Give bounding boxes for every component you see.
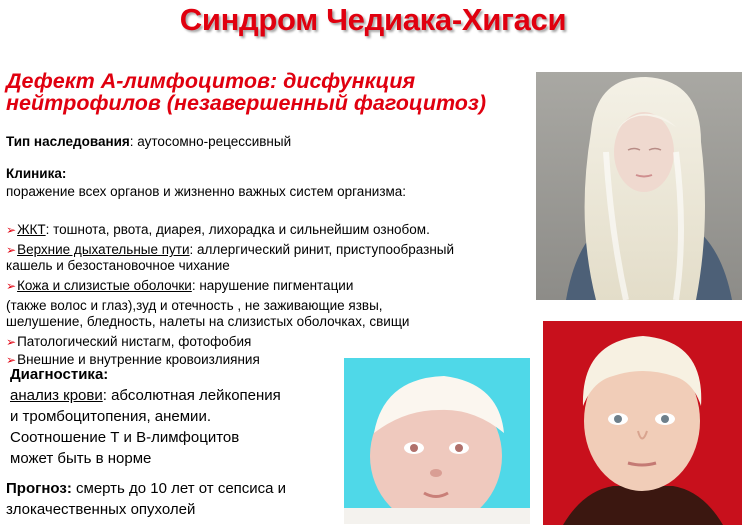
arrow-bullet-icon: ➢ [6,335,17,349]
clinic-item-skin [6,278,353,294]
clinic-item-term: Кожа и слизистые оболочки [17,278,192,293]
arrow-bullet-icon: ➢ [6,243,17,257]
clinic-item-respiratory [6,242,454,258]
prognosis-line-1 [6,478,286,499]
clinic-item-term: Верхние дыхательные пути [17,242,190,257]
inheritance-line [6,134,291,150]
page-title: Синдром Чедиака-Хигаси [179,2,567,37]
blood-test-term: анализ крови [10,387,103,404]
prognosis-line-2: злокачественных опухолей [6,501,196,518]
subtitle [6,70,546,114]
inheritance-label: Тип наследования [6,134,130,149]
subtitle-line-1: Дефект А-лимфоцитов: дисфункция [6,69,416,93]
photo-albino-infant [344,358,530,524]
arrow-bullet-icon: ➢ [6,353,17,367]
clinic-item-gi [6,222,430,238]
clinic-item-respiratory-cont: кашель и безостановочное чихание [6,258,230,273]
prognosis-label: Прогноз: [6,480,72,497]
prognosis-block [6,478,286,520]
arrow-bullet-icon: ➢ [6,223,17,237]
inheritance-value: : аутосомно-рецессивный [129,134,292,149]
clinic-item-text: : нарушение пигментации [191,278,354,293]
arrow-bullet-icon: ➢ [6,279,17,293]
clinic-item-nystagmus [6,334,251,350]
prognosis-text: смерть до 10 лет от сепсиса и [71,480,287,497]
clinic-label: Клиника: [6,166,67,181]
diagnostics-line-1 [10,385,281,406]
clinic-item-text: Внешние и внутренние кровоизлияния [17,352,260,367]
photo-albino-girl [536,72,742,300]
diagnostics-line-4: может быть в норме [10,450,152,467]
clinic-item-skin-cont: (также волос и глаз),зуд и отечность , не заживающие язвы, [6,298,383,313]
diagnostics-line-2: и тромбоцитопения, анемии. [10,408,211,425]
diagnostics-line-3: Соотношение Т и В-лимфоцитов [10,429,240,446]
clinic-item-skin-cont2: шелушение, бледность, налеты на слизистых оболочках, свищи [6,314,410,329]
subtitle-line-2: нейтрофилов (незавершенный фагоцитоз) [6,91,487,115]
clinic-item-text: Патологический нистагм, фотофобия [17,334,252,349]
clinic-item-text: : аллергический ринит, приступообразный [189,242,455,257]
clinic-intro: поражение всех органов и жизненно важных систем организма: [6,184,407,199]
diagnostics-text: : абсолютная лейкопения [102,387,281,404]
clinic-item-text: : тошнота, рвота, диарея, лихорадка и сильнейшим ознобом. [45,222,430,237]
clinic-item-term: ЖКТ [17,222,46,237]
diagnostics-label: Диагностика: [10,366,109,383]
diagnostics-block [10,364,281,469]
photo-albino-boy [543,321,742,525]
